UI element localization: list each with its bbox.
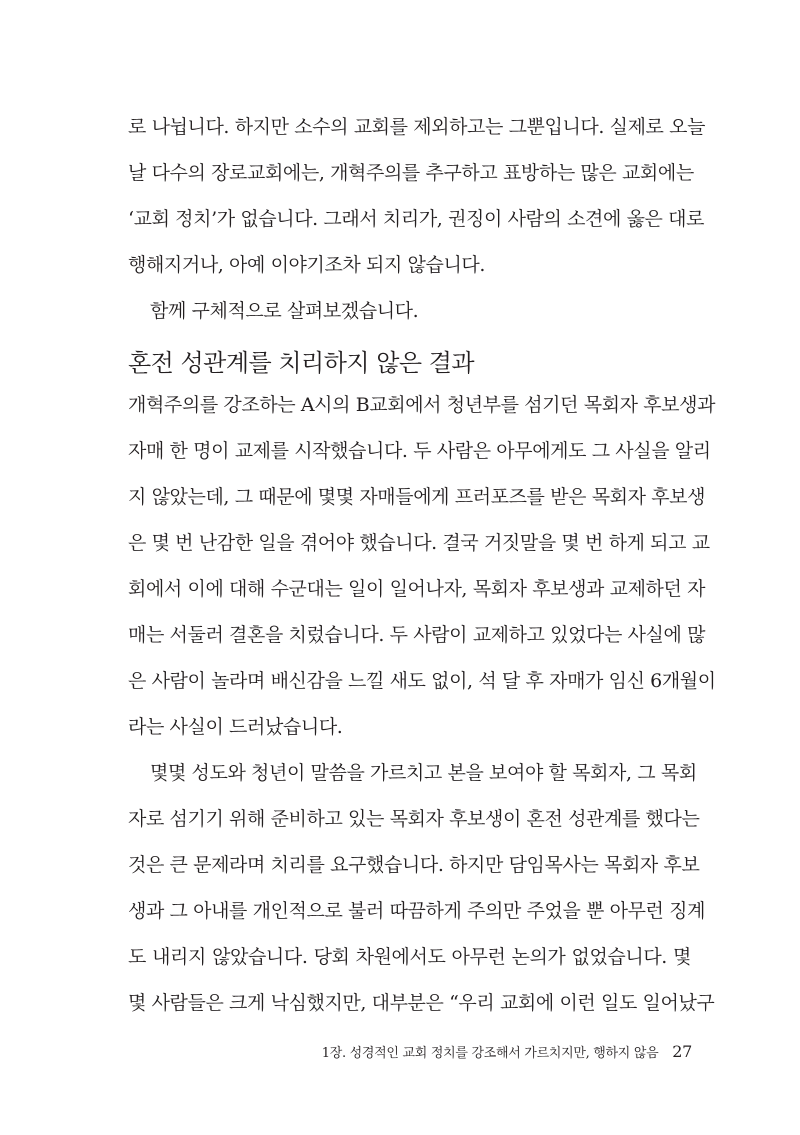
reaction-paragraph-line-6: 몇 사람들은 크게 낙심했지만, 대부분은 “우리 교회에 이런 일도 일어났구 [128, 992, 715, 1014]
page-footer [322, 1040, 692, 1064]
case-paragraph-line-6: 매는 서둘러 결혼을 치렀습니다. 두 사람이 교제하고 있었다는 사실에 많 [128, 624, 706, 646]
section-heading: 혼전 성관계를 치리하지 않은 결과 [128, 349, 475, 377]
reaction-paragraph-line-4: 생과 그 아내를 개인적으로 불러 따끔하게 주의만 주었을 뿐 아무런 징계 [128, 900, 706, 922]
reaction-paragraph-line-1: 몇몇 성도와 청년이 말씀을 가르치고 본을 보여야 할 목회자, 그 목회 [150, 762, 697, 784]
case-paragraph-line-8: 라는 사실이 드러났습니다. [128, 716, 343, 738]
transition-paragraph-line-1: 함께 구체적으로 살펴보겠습니다. [150, 300, 419, 322]
case-paragraph-line-3: 지 않았는데, 그 때문에 몇몇 자매들에게 프러포즈를 받은 목회자 후보생 [128, 486, 706, 508]
intro-paragraph-line-4: 행해지거나, 아예 이야기조차 되지 않습니다. [128, 254, 486, 276]
page-number: 27 [672, 1042, 692, 1061]
reaction-paragraph-line-2: 자로 섬기기 위해 준비하고 있는 목회자 후보생이 혼전 성관계를 했다는 [128, 808, 700, 830]
running-title: 1장. 성경적인 교회 정치를 강조해서 가르치지만, 행하지 않음 [321, 1046, 659, 1061]
intro-paragraph-line-1: 로 나뉩니다. 하지만 소수의 교회를 제외하고는 그뿐입니다. 실제로 오늘 [128, 116, 706, 138]
reaction-paragraph-line-5: 도 내리지 않았습니다. 당회 차원에서도 아무런 논의가 없었습니다. 몇 [128, 946, 691, 968]
reaction-paragraph-line-3: 것은 큰 문제라며 치리를 요구했습니다. 하지만 담임목사는 목회자 후보 [128, 854, 700, 876]
case-paragraph-line-4: 은 몇 번 난감한 일을 겪어야 했습니다. 결국 거짓말을 몇 번 하게 되고 교 [128, 532, 710, 554]
case-paragraph-line-2: 자매 한 명이 교제를 시작했습니다. 두 사람은 아무에게도 그 사실을 알리 [128, 440, 711, 462]
case-paragraph-line-5: 회에서 이에 대해 수군대는 일이 일어나자, 목회자 후보생과 교제하던 자 [128, 578, 706, 600]
intro-paragraph-line-3: ‘교회 정치’가 없습니다. 그래서 치리가, 권징이 사람의 소견에 옳은 대로 [128, 208, 705, 230]
case-paragraph-line-7: 은 사람이 놀라며 배신감을 느낄 새도 없이, 석 달 후 자매가 임신 6개월이 [128, 670, 716, 692]
intro-paragraph-line-2: 날 다수의 장로교회에는, 개혁주의를 추구하고 표방하는 많은 교회에는 [128, 162, 694, 184]
case-paragraph-line-1: 개혁주의를 강조하는 A시의 B교회에서 청년부를 섬기던 목회자 후보생과 [128, 394, 716, 416]
